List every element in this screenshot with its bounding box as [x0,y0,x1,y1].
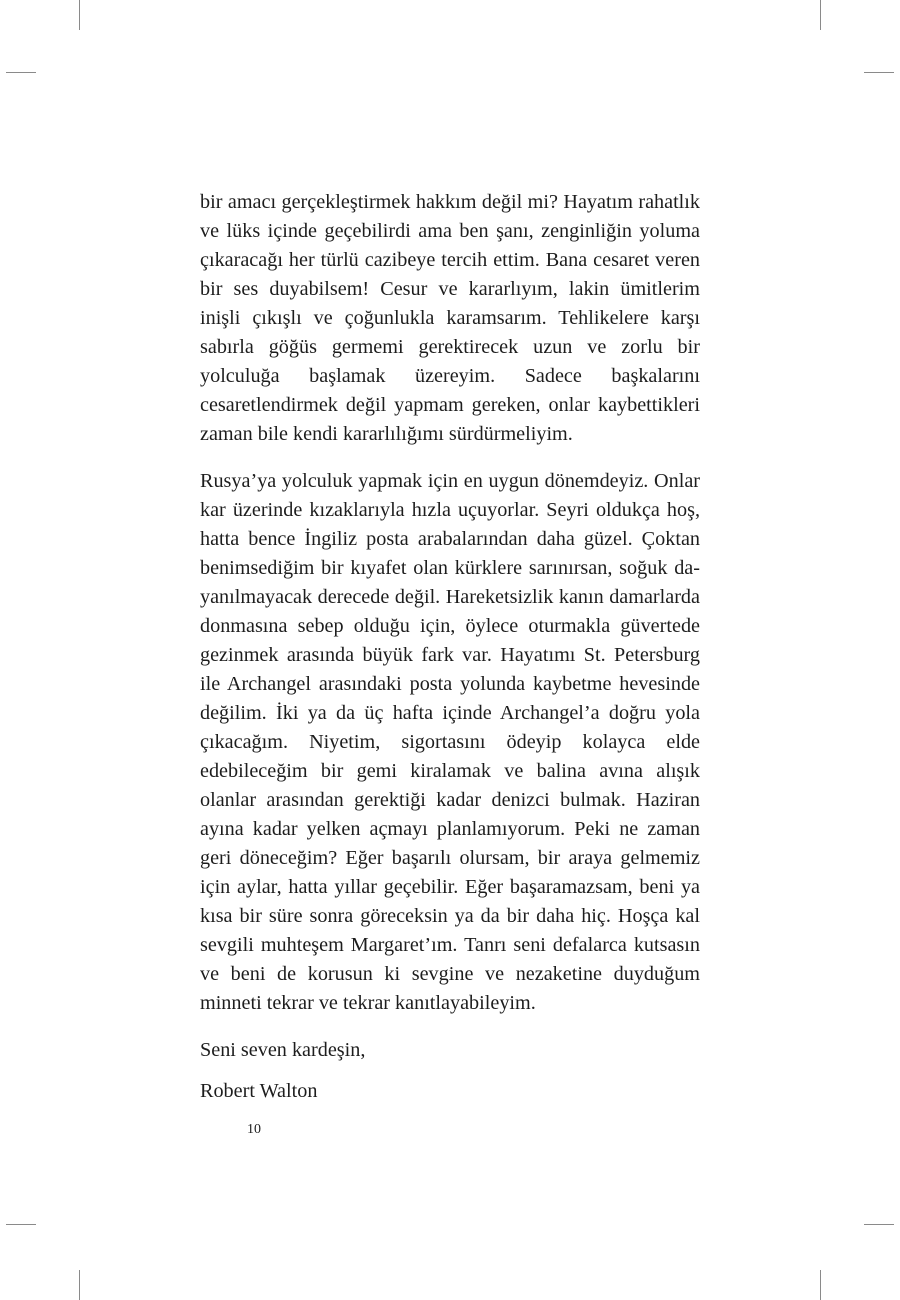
crop-mark-bottom-right [820,1270,821,1300]
crop-mark-right-top [864,72,894,73]
crop-mark-bottom-left [79,1270,80,1300]
letter-closing: Seni seven kardeşin, [200,1039,366,1061]
page-number: 10 [247,1122,261,1137]
page-body [200,188,700,1106]
crop-mark-top-right [820,0,821,30]
crop-mark-left-top [6,72,36,73]
crop-mark-top-left [79,0,80,30]
crop-mark-right-bottom [864,1224,894,1225]
paragraph-1: bir amacı gerçekleştirmek hakkım değil mi? Hayatım rahatlık ve lüks içinde geçebilirdi ama ben şanı, zenginliğin yoluma çıkaracağı her türlü cazibeye tercih ettim. Bana cesaret veren bir ses duyabilsem! Cesur ve kararlıyım, lakin ümitlerim inişli çıkışlı ve çoğunlukla karamsarım. Tehlikelere karşı sabırla göğüs germemi gerektirecek uzun ve zorlu bir yolculuğa başlamak üzereyim. Sadece başkalarını cesaretlendirmek değil yapmam gereken, onlar kaybettikleri zaman bile kendi kararlılığımı sürdürmeliyim. [200,191,700,445]
letter-signature: Robert Walton [200,1080,318,1102]
crop-mark-left-bottom [6,1224,36,1225]
paragraph-2: Rusya’ya yolculuk yapmak için en uygun dönemdeyiz. Onlar kar üzerinde kızaklarıyla hızla uçuyorlar. Seyri oldukça hoş, hatta bence İngiliz posta arabalarından daha güzel. Çoktan benimsediğim bir kıyafet olan kürklere sarınırsan, soğuk dayanılmayacak derecede değil. Hareketsizlik kanın damarlarda donmasına sebep olduğu için, öylece oturmakla güvertede gezinmek arasında büyük fark var. Hayatımı St. Petersburg ile Archangel arasındaki posta yolunda kaybetme hevesinde değilim. İki ya da üç hafta içinde Archangel’a doğru yola çıkacağım. Niyetim, sigortasını ödeyip kolayca elde edebileceğim bir gemi kiralamak ve balina avına alışık olanlar arasından gerektiği kadar denizci bulmak. Haziran ayına kadar yelken açmayı planlamıyorum. Peki ne zaman geri döneceğim? Eğer başarılı olursam, bir araya gelmemiz için aylar, hatta yıllar geçebilir. Eğer başaramazsam, beni ya kısa bir süre sonra göreceksin ya da bir daha hiç. Hoşça kal sevgili muhteşem Margaret’ım. Tanrı seni defalarca kutsasın ve beni de korusun ki sevgine ve nezaketine duyduğum minneti tekrar ve tekrar kanıtlayabileyim. [200,470,700,1014]
